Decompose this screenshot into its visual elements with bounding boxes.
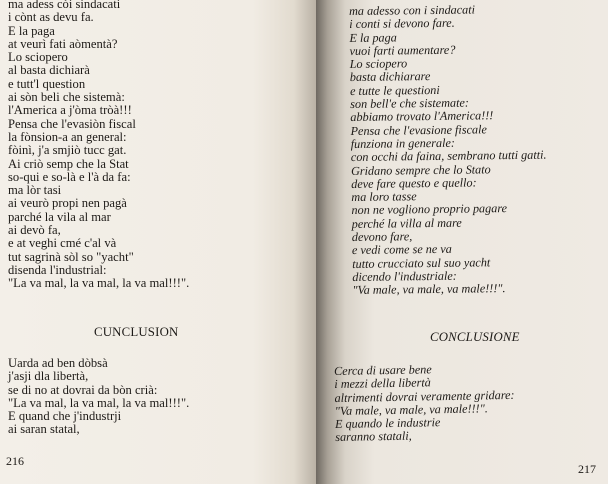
verse-line: Pensa che l'evasione fiscale: [350, 121, 487, 138]
verse-line: disenda l'industrial:: [8, 262, 107, 277]
verse-line: Lo sciopero: [349, 56, 408, 72]
right-page: [316, 0, 608, 484]
verse-line: Lo sciopero: [8, 50, 68, 65]
verse-line: abbiamo trovato l'America!!!: [350, 108, 494, 125]
left-section-heading: CUNCLUSION: [94, 325, 179, 339]
verse-line: ma adesso con i sindacati: [348, 2, 476, 18]
right-verse-stanza-1: [349, 3, 548, 298]
verse-line: ai devò fa,: [8, 223, 61, 238]
verse-line: ma adess còi sindacati: [8, 0, 121, 11]
verse-line: vuoi farti aumentare?: [349, 42, 456, 58]
verse-line: i conti si devono fare.: [349, 16, 455, 32]
left-verse-stanza-2: [8, 357, 189, 437]
left-verse-stanza-1: [8, 0, 189, 291]
verse-line: fòinì, j'a smjiò tucc gat.: [8, 143, 127, 158]
verse-line: E quando le industrie: [334, 415, 441, 432]
verse-line: dicendo l'industriale:: [352, 268, 457, 284]
right-page-number: 217: [578, 462, 596, 476]
verse-line: ma lòr tasi: [8, 183, 62, 198]
verse-line: E la paga: [8, 23, 55, 38]
verse-line: e vedi come se ne va: [351, 242, 452, 258]
verse-line: parché la vila al mar: [8, 209, 111, 224]
verse-line: "La va mal, la va mal, la va mal!!!".: [8, 276, 190, 291]
verse-line: "Va male, va male, va male!!!".: [352, 281, 506, 298]
verse-line: e at veghi cmé c'al và: [8, 236, 117, 251]
verse-line: so-qui e so-là e l'à da fa:: [8, 169, 131, 184]
verse-line: tut sagrinà sòl so "yacht": [8, 249, 134, 264]
verse-line: la fònsion-a an general:: [8, 129, 127, 144]
verse-line: al basta dichiarà: [8, 63, 90, 78]
verse-line: ai veurò propi nen pagà: [8, 196, 127, 211]
verse-line: j'asji dla libertà,: [8, 369, 89, 384]
verse-line: e tutte le questioni: [349, 82, 440, 98]
verse-line: Cerca di usare bene: [333, 362, 432, 378]
verse-line: "Va male, va male, va male!!!".: [334, 401, 488, 418]
verse-line: devono fare,: [351, 229, 413, 245]
verse-line: con occhi da faina, sembrano tutti gatti.: [350, 147, 547, 165]
verse-line: Pensa che l'evasiòn fiscal: [8, 116, 136, 131]
verse-line: E la paga: [349, 30, 397, 45]
verse-line: i mezzi della libertà: [334, 375, 431, 392]
verse-line: se di no at dovrai da bòn crià:: [8, 382, 158, 397]
verse-line: non ne vogliono proprio pagare: [351, 201, 508, 218]
verse-line: at veurì fati aòmentà?: [8, 36, 118, 51]
verse-line: i cònt as devu fa.: [8, 10, 94, 25]
left-page-number: 216: [6, 454, 24, 468]
right-section-heading: CONCLUSIONE: [430, 330, 520, 344]
verse-line: l'America a j'òma tròà!!!: [8, 103, 132, 118]
verse-line: deve fare questo e quello:: [351, 175, 477, 191]
verse-line: Gridano sempre che lo Stato: [350, 161, 491, 178]
verse-line: basta dichiarare: [349, 69, 431, 85]
verse-line: e tutt'l question: [8, 76, 86, 91]
verse-line: Ai criò semp che la Stat: [8, 156, 129, 171]
verse-line: perché la villa al mare: [351, 215, 462, 231]
verse-line: Uarda ad ben dòbsà: [8, 356, 108, 370]
verse-line: altrimenti dovrai veramente gridare:: [334, 387, 515, 405]
verse-line: E quand che j'industrji: [8, 409, 122, 424]
verse-line: ai saran statal,: [8, 422, 80, 437]
verse-line: saranno statali,: [335, 429, 412, 445]
verse-line: son bell'e che sistemate:: [350, 95, 469, 112]
verse-line: ai sòn beli che sistemà:: [8, 90, 125, 105]
verse-line: "La va mal, la va mal, la va mal!!!".: [8, 395, 190, 410]
verse-line: ma loro tasse: [351, 189, 417, 205]
right-verse-stanza-2: [334, 362, 515, 445]
verse-line: funziona in generale:: [350, 135, 456, 151]
verse-line: tutto crucciato sul suo yacht: [352, 254, 491, 271]
